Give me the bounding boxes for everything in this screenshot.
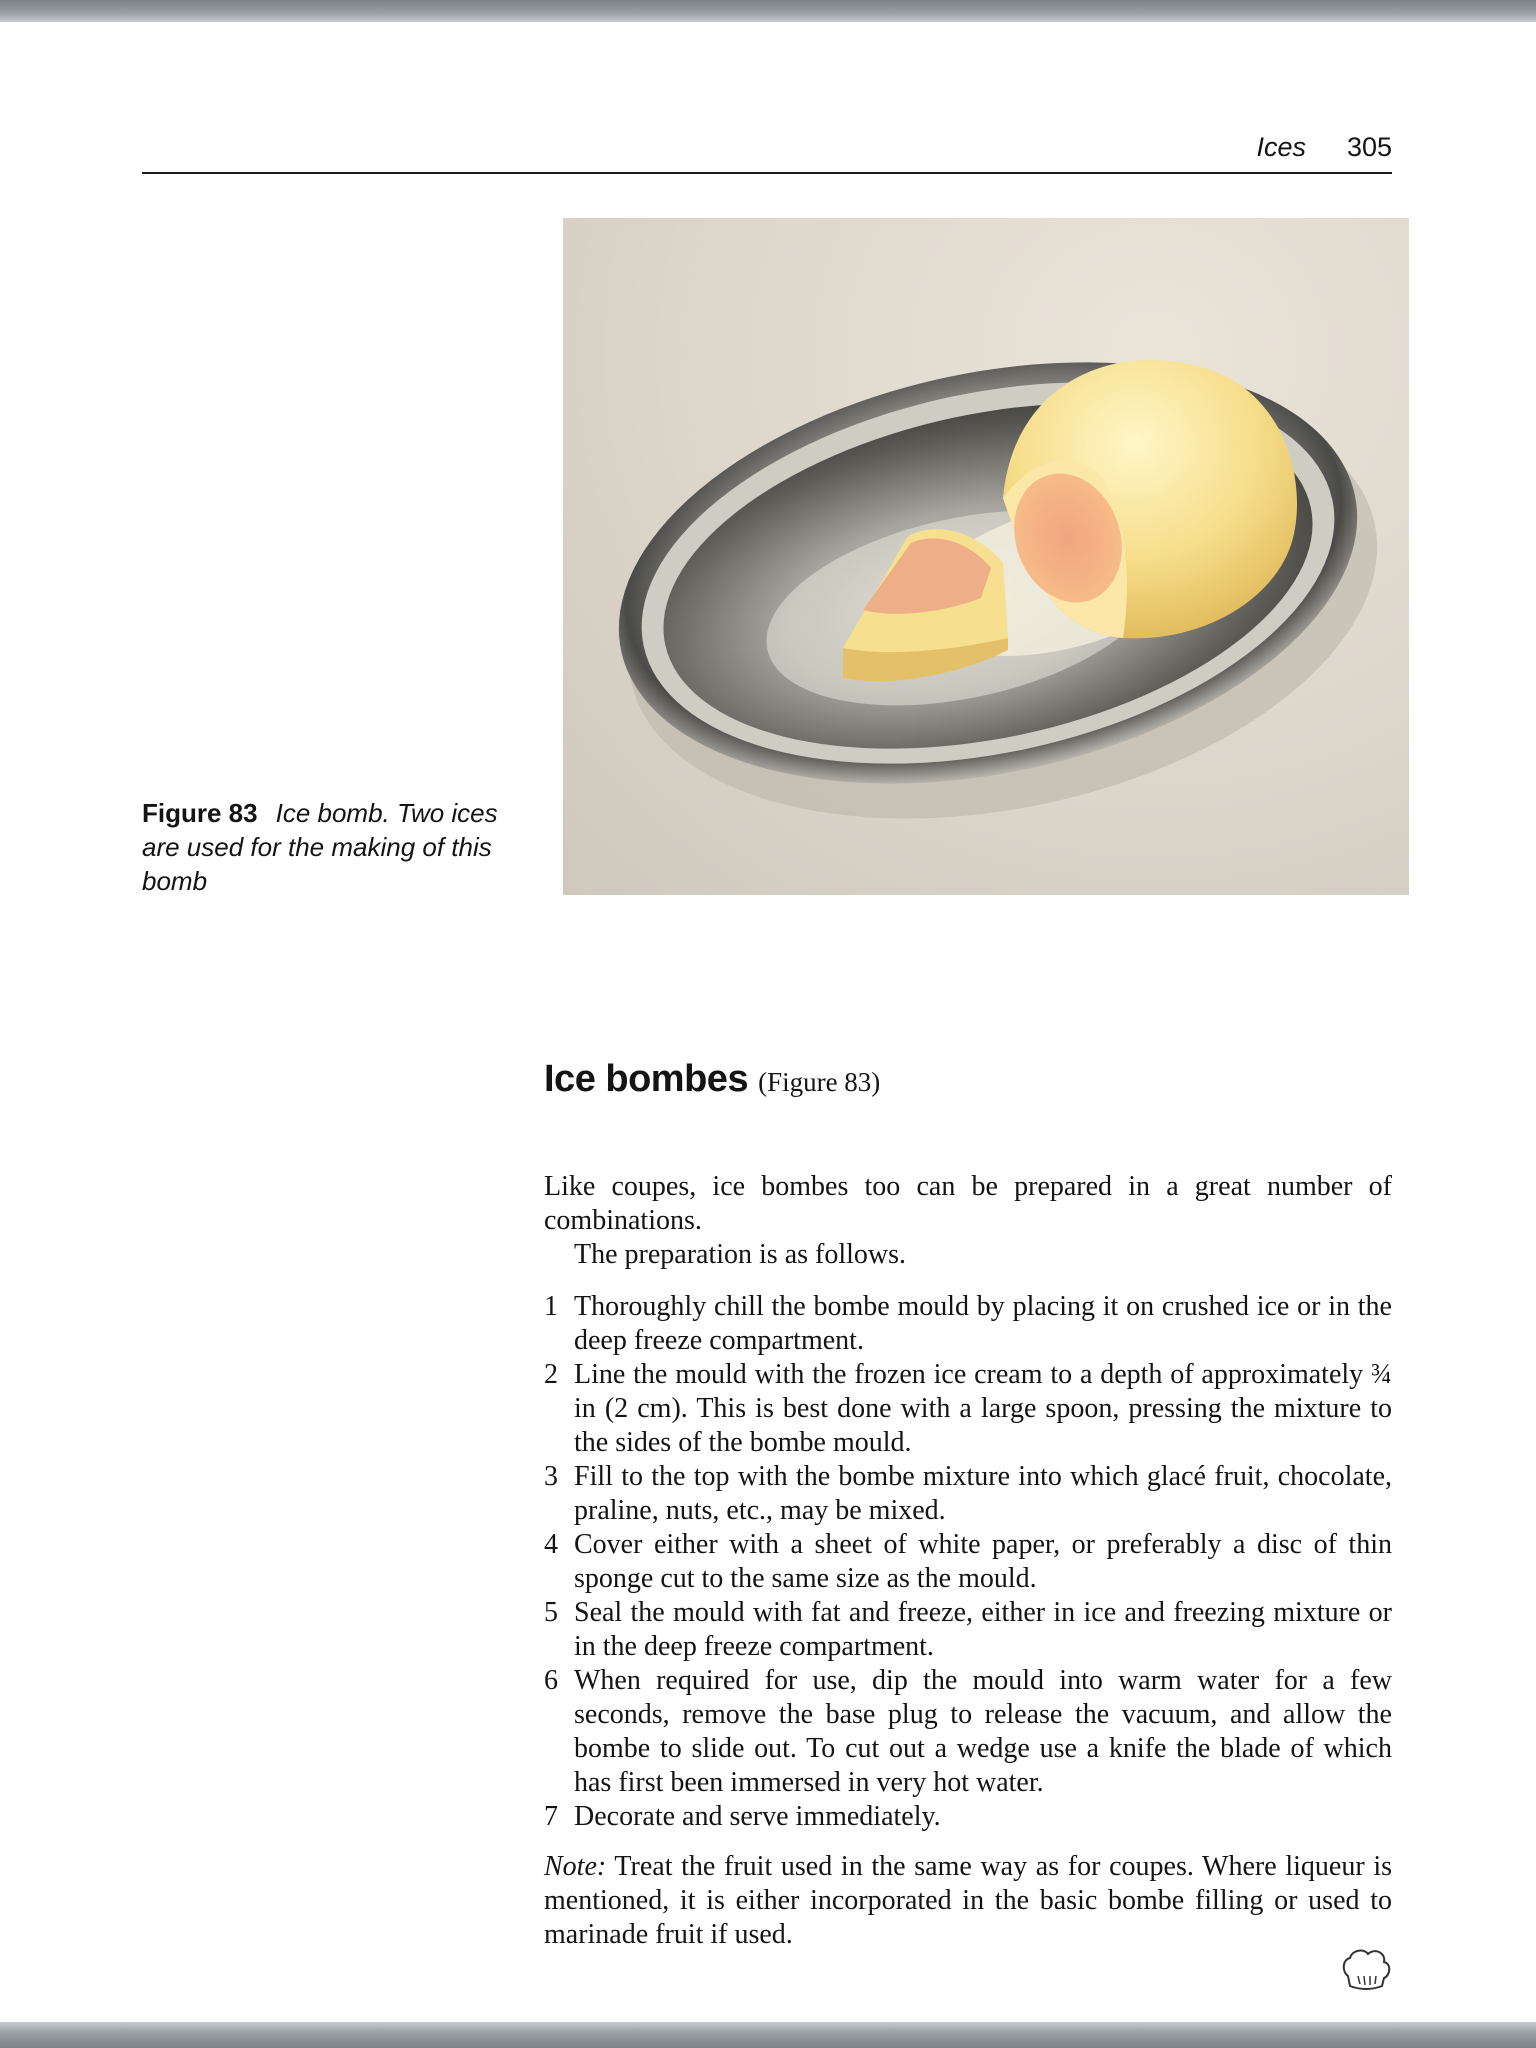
section-title: Ice bombes — [544, 1058, 749, 1100]
list-item — [544, 1664, 1392, 1800]
figure-caption-text: Ice bomb. Two ices are used for the making of this bomb — [142, 798, 498, 896]
list-item — [544, 1528, 1392, 1596]
step-number: 7 — [544, 1801, 558, 1832]
list-item — [544, 1460, 1392, 1528]
intro-paragraph: The preparation is as follows. — [574, 1239, 907, 1270]
book-page — [0, 22, 1536, 2022]
figure-caption — [142, 796, 502, 898]
step-text: When required for use, dip the mould into warm water for a few seconds, remove the base plug to release the vacuum, and allow the bombe to slide out. To cut out a wedge use a knife the blade of which has first been immersed in very hot water. — [574, 1665, 1392, 1798]
ice-bomb-photo — [563, 218, 1409, 895]
figure-label: Figure 83 — [142, 798, 258, 828]
list-item — [544, 1800, 1392, 1834]
body-text — [544, 1170, 1392, 1952]
step-text: Line the mould with the frozen ice cream to a depth of approximately ¾ in (2 cm). This is best done with a large spoon, pressing the mixture to the sides of the bombe mould. — [574, 1359, 1392, 1458]
intro-paragraph: Like coupes, ice bombes too can be prepared in a great number of combinations. — [544, 1171, 1392, 1236]
list-item — [544, 1290, 1392, 1358]
step-number: 1 — [544, 1291, 558, 1322]
note-paragraph — [544, 1850, 1392, 1952]
step-number: 3 — [544, 1461, 558, 1492]
step-number: 6 — [544, 1665, 558, 1696]
page-number: 305 — [1346, 132, 1392, 162]
figure-reference: (Figure 83) — [758, 1067, 881, 1097]
steps-list — [544, 1290, 1392, 1834]
step-number: 4 — [544, 1529, 558, 1560]
list-item — [544, 1596, 1392, 1664]
running-head — [142, 130, 1392, 174]
top-page-edge — [0, 0, 1536, 22]
step-text: Fill to the top with the bombe mixture into which glacé fruit, chocolate, praline, nuts, etc., may be mixed. — [574, 1461, 1392, 1526]
section-heading — [544, 1058, 1404, 1101]
list-item — [544, 1358, 1392, 1460]
step-text: Decorate and serve immediately. — [574, 1801, 941, 1832]
running-head-section: Ices — [1256, 132, 1306, 162]
bottom-page-edge — [0, 2022, 1536, 2048]
step-number: 2 — [544, 1359, 558, 1390]
step-text: Seal the mould with fat and freeze, either in ice and freezing mixture or in the deep freeze compartment. — [574, 1597, 1392, 1662]
note-text: Treat the fruit used in the same way as for coupes. Where liqueur is mentioned, it is either incorporated in the basic bombe filling or used to marinade fruit if used. — [544, 1851, 1392, 1950]
note-label: Note: — [544, 1851, 607, 1882]
step-text: Thoroughly chill the bombe mould by placing it on crushed ice or in the deep freeze compartment. — [574, 1291, 1392, 1356]
chef-hat-icon — [1340, 1946, 1392, 1992]
step-text: Cover either with a sheet of white paper, or preferably a disc of thin sponge cut to the same size as the mould. — [574, 1529, 1392, 1594]
step-number: 5 — [544, 1597, 558, 1628]
